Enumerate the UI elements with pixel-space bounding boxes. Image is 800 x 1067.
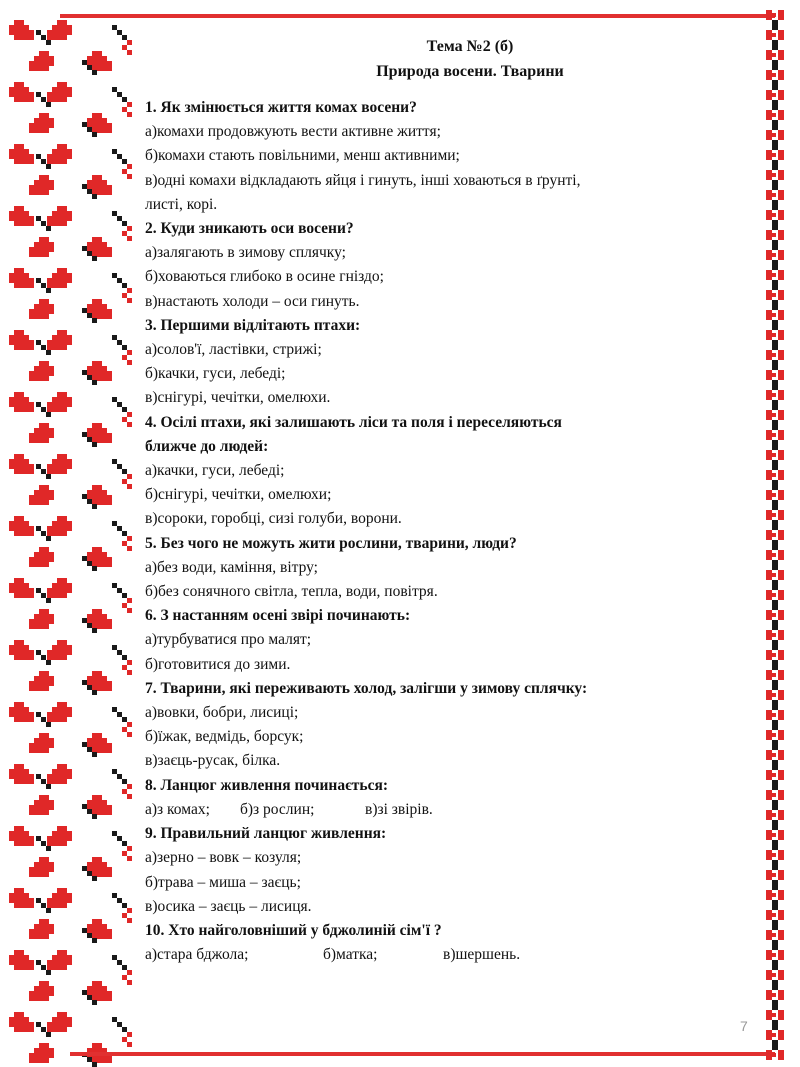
option: в)одні комахи відкладають яйця і гинуть, інші ховаються в ґрунті, [145, 171, 581, 189]
question-text: 5. Без чого не можуть жити рослини, тварини, люди? [145, 534, 517, 552]
option: а)з комах; [145, 800, 210, 818]
option: в)осика – заєць – лисиця. [145, 897, 312, 915]
option: в)снігурі, чечітки, омелюхи. [145, 389, 331, 407]
question-text: 3. Першими відлітають птахи: [145, 316, 361, 334]
page-subtitle: Природа восени. Тварини [376, 63, 564, 80]
bottom-border [70, 1052, 775, 1056]
question-text: 9. Правильний ланцюг живлення: [145, 825, 387, 843]
page-number: 7 [740, 1018, 748, 1034]
question-3 [145, 314, 745, 411]
question-6 [145, 604, 745, 677]
question-8 [145, 774, 745, 822]
option: б)їжак, ведмідь, борсук; [145, 728, 304, 746]
option-row [145, 798, 745, 822]
option-row [145, 943, 745, 967]
question-5 [145, 532, 745, 605]
question-2 [145, 217, 745, 314]
option: листі, корі. [145, 195, 218, 213]
question-text-continued: ближче до людей: [145, 437, 269, 455]
question-text: 2. Куди зникають оси восени? [145, 220, 354, 238]
option: в)настають холоди – оси гинуть. [145, 292, 360, 310]
option: а)солов'ї, ластівки, стрижі; [145, 341, 322, 359]
question-7 [145, 677, 745, 774]
quiz-content [145, 96, 745, 967]
option: б)з рослин; [240, 800, 315, 818]
option: б)качки, гуси, лебеді; [145, 365, 286, 383]
option: б)без сонячного світла, тепла, води, повітря. [145, 583, 438, 601]
question-text: 7. Тварини, які переживають холод, залігши у зимову сплячку: [145, 679, 588, 697]
option: в)сороки, горобці, сизі голуби, ворони. [145, 510, 402, 528]
option: б)снігурі, чечітки, омелюхи; [145, 486, 332, 504]
question-10 [145, 919, 745, 967]
question-text: 1. Як змінюється життя комах восени? [145, 99, 417, 116]
option: а)качки, гуси, лебеді; [145, 462, 285, 480]
option: в)заєць-русак, білка. [145, 752, 281, 770]
question-text: 6. З настанням осені звірі починають: [145, 607, 411, 625]
embroidery-ornament-right [764, 10, 788, 1060]
embroidery-ornament-left [0, 0, 150, 1067]
option: а)без води, каміння, вітру; [145, 558, 318, 576]
option: б)готовитися до зими. [145, 655, 291, 673]
question-4 [145, 411, 745, 532]
option: а)турбуватися про малят; [145, 631, 312, 649]
option: а)залягають в зимову сплячку; [145, 244, 346, 262]
option: а)зерно – вовк – козуля; [145, 849, 302, 867]
question-text: 4. Осілі птахи, які залишають ліси та поля і переселяються [145, 413, 562, 431]
option: б)ховаються глибоко в осине гніздо; [145, 268, 384, 286]
option: б)трава – миша – заєць; [145, 873, 301, 891]
question-text: 8. Ланцюг живлення починається: [145, 776, 389, 794]
question-1 [145, 96, 745, 217]
question-9 [145, 822, 745, 919]
option: б)матка; [323, 946, 378, 964]
option: в)шершень. [443, 946, 521, 964]
page-title: Тема №2 (б) [426, 38, 514, 55]
option: а)стара бджола; [145, 946, 249, 964]
option: а)вовки, бобри, лисиці; [145, 704, 299, 722]
option: а)комахи продовжують вести активне життя; [145, 123, 441, 141]
option: б)комахи стають повільними, менш активними; [145, 147, 460, 165]
option: в)зі звірів. [365, 800, 433, 818]
question-text: 10. Хто найголовніший у бджолиній сім'ї ? [145, 921, 442, 939]
top-border [60, 14, 775, 18]
